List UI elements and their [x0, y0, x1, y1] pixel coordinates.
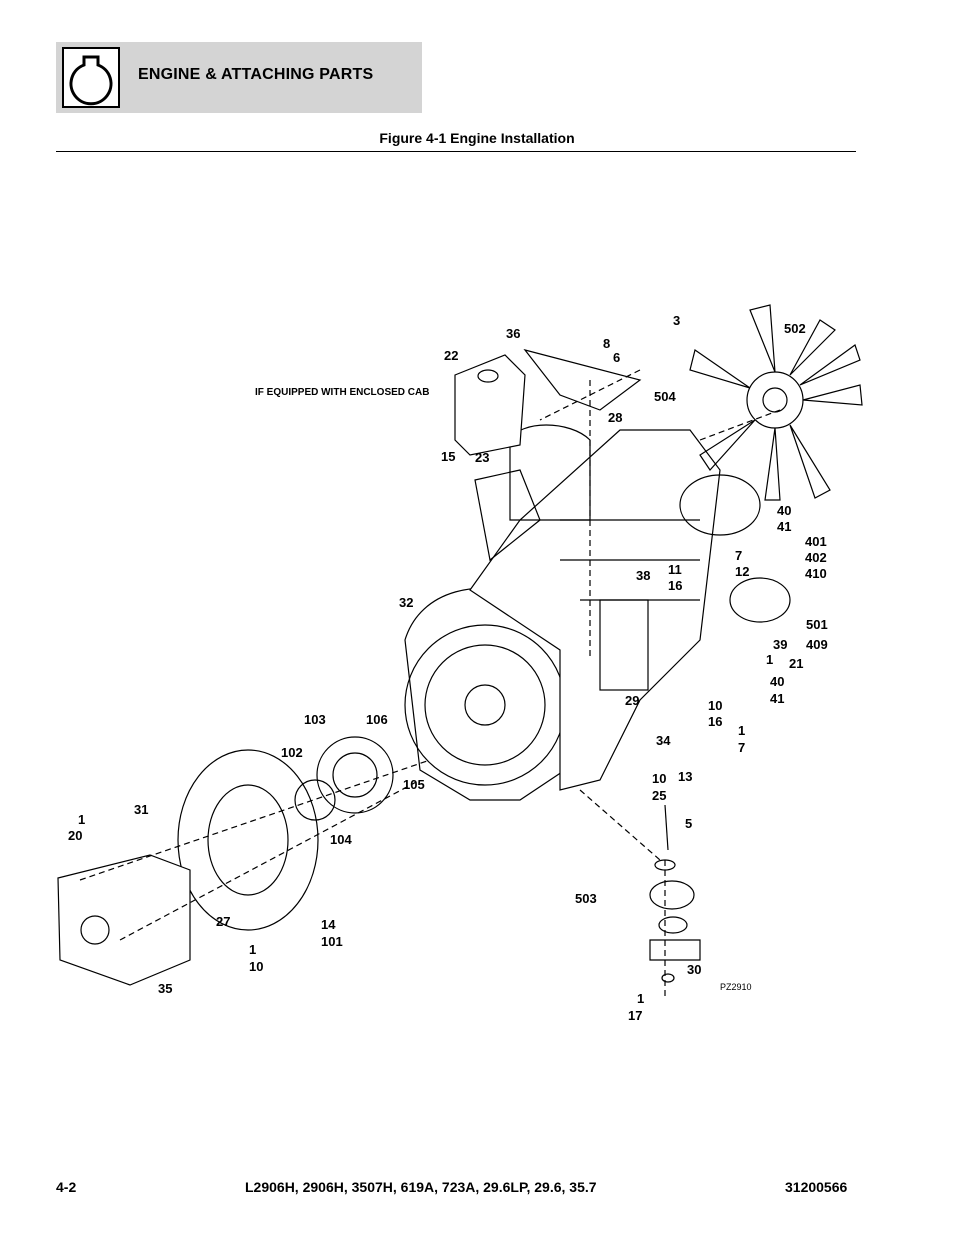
- callout-label: 401: [805, 534, 827, 549]
- enclosed-cab-note: IF EQUIPPED WITH ENCLOSED CAB: [255, 387, 430, 398]
- callout-label: 105: [403, 777, 425, 792]
- callout-label: 28: [608, 410, 623, 425]
- callout-label: 1: [249, 942, 257, 957]
- callout-label: 10: [652, 771, 667, 786]
- callout-label: 101: [321, 934, 343, 949]
- callout-label: 40: [770, 674, 785, 689]
- callout-label: 7: [738, 740, 746, 755]
- callout-label: 1: [637, 991, 645, 1006]
- callout-label: 12: [735, 564, 750, 579]
- callout-label: 7: [735, 548, 743, 563]
- callout-label: 3: [673, 313, 681, 328]
- callout-label: 16: [708, 714, 723, 729]
- callout-label: 36: [506, 326, 521, 341]
- figure-title: Figure 4-1 Engine Installation: [379, 130, 575, 146]
- callout-label: 6: [613, 350, 621, 365]
- callout-label: 501: [806, 617, 828, 632]
- callout-label: 23: [475, 450, 490, 465]
- callout-label: 34: [656, 733, 671, 748]
- callout-label: 402: [805, 550, 827, 565]
- callout-label: 10: [708, 698, 723, 713]
- callout-label: 1: [738, 723, 746, 738]
- callout-label: 40: [777, 503, 792, 518]
- callout-label: 25: [652, 788, 667, 803]
- callout-label: 1: [766, 652, 774, 667]
- callout-label: 41: [770, 691, 785, 706]
- callout-label: 409: [806, 637, 828, 652]
- section-title: ENGINE & ATTACHING PARTS: [138, 66, 374, 83]
- callout-label: 13: [678, 769, 693, 784]
- callout-label: 29: [625, 693, 640, 708]
- callout-label: 15: [441, 449, 456, 464]
- callout-label: 106: [366, 712, 388, 727]
- callout-label: 27: [216, 914, 231, 929]
- callout-label: 32: [399, 595, 414, 610]
- callout-label: 102: [281, 745, 303, 760]
- callout-label: 11: [668, 562, 682, 577]
- callout-label: 30: [687, 962, 702, 977]
- callout-label: 21: [789, 656, 804, 671]
- model-list: L2906H, 2906H, 3507H, 619A, 723A, 29.6LP, 29.6, 35.7: [245, 1179, 597, 1195]
- callout-label: 10: [249, 959, 264, 974]
- callout-label: 104: [330, 832, 352, 847]
- callout-label: 35: [158, 981, 173, 996]
- callout-label: 31: [134, 802, 149, 817]
- drawing-id: PZ2910: [720, 982, 752, 992]
- callout-label: 38: [636, 568, 651, 583]
- callout-label: 5: [685, 816, 693, 831]
- callout-label: 20: [68, 828, 83, 843]
- callout-label: 103: [304, 712, 326, 727]
- callout-label: 22: [444, 348, 459, 363]
- callout-label: 1: [78, 812, 86, 827]
- callout-label: 503: [575, 891, 597, 906]
- document-number: 31200566: [785, 1179, 848, 1195]
- callout-label: 410: [805, 566, 827, 581]
- callout-label: 504: [654, 389, 676, 404]
- callout-label: 41: [777, 519, 792, 534]
- callout-label: 14: [321, 917, 336, 932]
- callout-label: 8: [603, 336, 611, 351]
- callout-label: 502: [784, 321, 806, 336]
- callout-label: 39: [773, 637, 788, 652]
- page-number: 4-2: [56, 1179, 77, 1195]
- callout-label: 16: [668, 578, 683, 593]
- callout-label: 17: [628, 1008, 643, 1023]
